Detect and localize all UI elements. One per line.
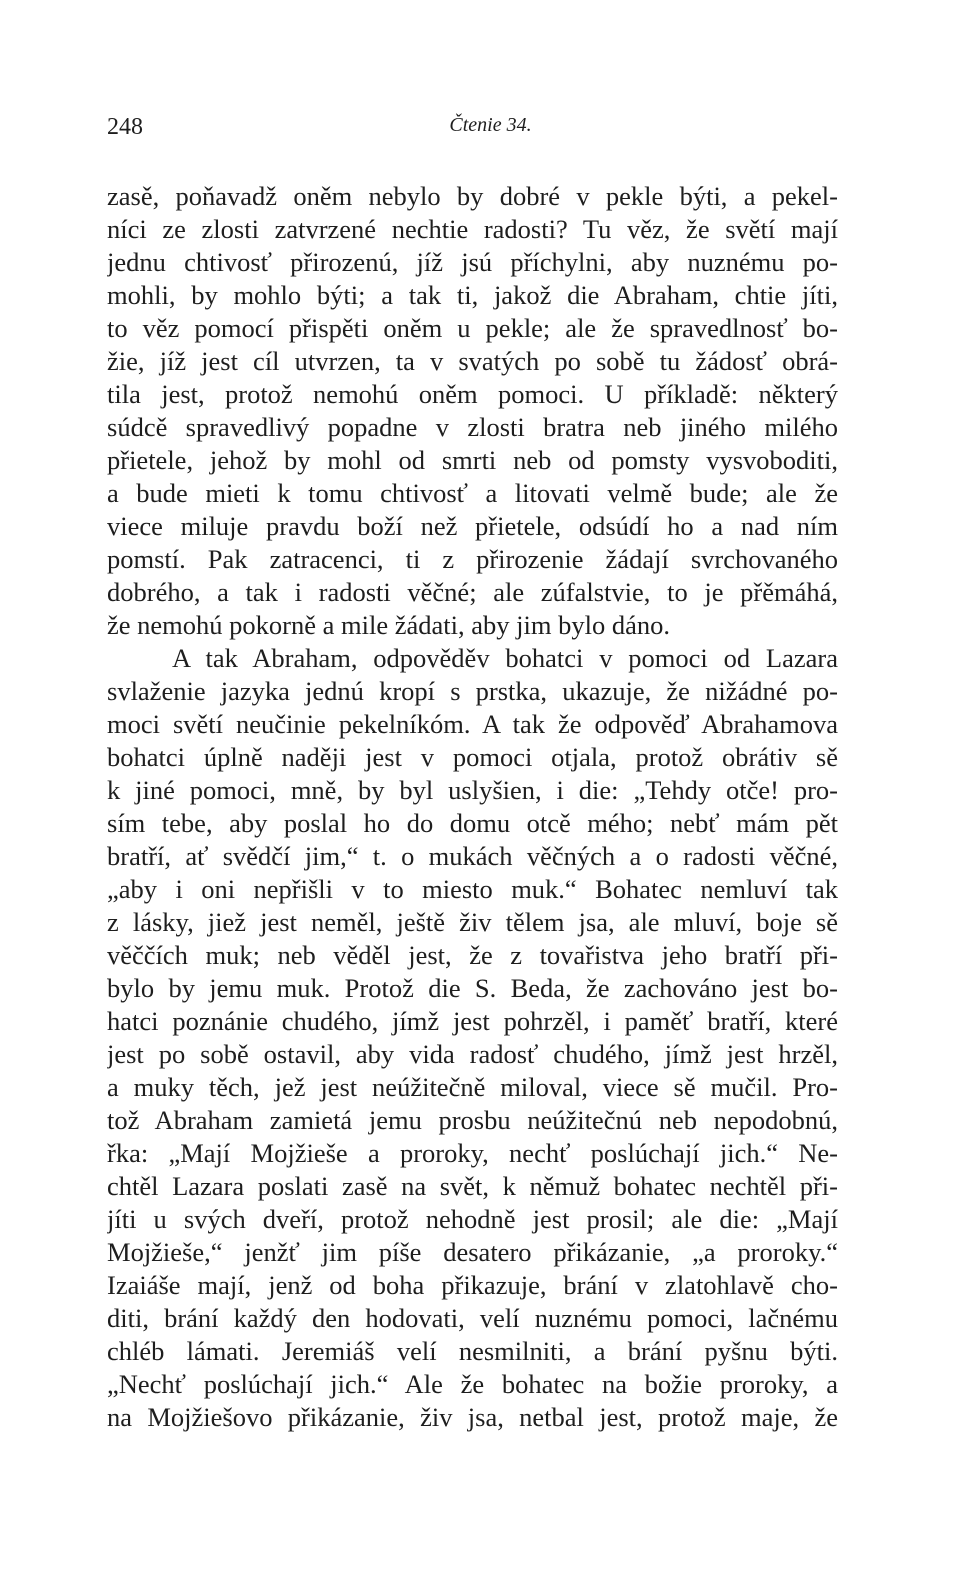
text-line: hatci poznánie chudého, jímž jest pohrzěl, i paměť bratří, které [107,1006,838,1036]
text-line: mohli, by mohlo býti; a tak ti, jakož die Abraham, chtie jíti, [107,280,838,310]
page-header [107,112,838,142]
text-line: Izaiáše mají, jenž od boha přikazuje, brání v zlatohlavě cho- [107,1270,838,1300]
text-line: a muky těch, jež jest neúžitečně miloval, viece sě mučil. Pro- [107,1072,838,1102]
text-line: dobrého, a tak i radosti věčné; ale zúfalstvie, to je přěmáhá, [107,577,838,607]
text-line: a bude mieti k tomu chtivosť a litovati velmě bude; ale že [107,478,838,508]
text-line: bratří, ať svědčí jim,“ t. o mukách věčných a o radosti věčné, [107,841,838,871]
text-line: na Mojžiešovo přikázanie, živ jsa, netbal jest, protož maje, že [107,1402,838,1432]
text-line: zasě, poňavadž oněm nebylo by dobré v pekle býti, a pekel- [107,181,838,211]
text-line: chléb lámati. Jeremiáš velí nesmilniti, a brání pyšnu býti. [107,1336,838,1366]
text-line: tila jest, protož nemohú oněm pomoci. U příkladě: některý [107,379,838,409]
text-line: jest po sobě ostavil, aby vida radosť chudého, jímž jest hrzěl, [107,1039,838,1069]
text-line: pomstí. Pak zatracenci, ti z přirozenie žádají svrchovaného [107,544,838,574]
text-line: věččích muk; neb věděl jest, že z tovařistva jeho bratří při- [107,940,838,970]
text-line: z lásky, jiež jest neměl, ještě živ tělem jsa, ale mluví, boje sě [107,907,838,937]
page-number: 248 [107,114,143,140]
body-text [107,180,838,1434]
text-line: svlaženie jazyka jednú kropí s prstka, ukazuje, že nižádné po- [107,676,838,706]
text-line: chtěl Lazara poslati zasě na svět, k němuž bohatec nechtěl při- [107,1171,838,1201]
text-line: tož Abraham zamietá jemu prosbu neúžitečnú neb nepodobnú, [107,1105,838,1135]
text-line: bohatci úplně naději jest v pomoci otjala, protož obrátiv sě [107,742,838,772]
text-line: níci ze zlosti zatvrzené nechtie radosti? Tu věz, že světí mají [107,214,838,244]
text-line: k jiné pomoci, mně, by byl uslyšien, i die: „Tehdy otče! pro- [107,775,838,805]
text-line: súdcě spravedlivý popadne v zlosti bratra neb jiného milého [107,412,838,442]
text-line: že nemohú pokorně a mile žádati, aby jim bylo dáno. [107,610,670,640]
text-line: sím tebe, aby poslal ho do domu otcě mého; nebť mám pět [107,808,838,838]
text-line: jíti u svých dveří, protož nehodně jest prosil; ale die: „Mají [107,1204,838,1234]
text-line: „Nechť poslúchají jich.“ Ale že bohatec na božie proroky, a [107,1369,838,1399]
text-line: řka: „Mají Mojžieše a proroky, nechť poslúchají jich.“ Ne- [107,1138,838,1168]
text-line: moci světí neučinie pekelníkóm. A tak že odpověď Abrahamova [107,709,838,739]
text-line: viece miluje pravdu boží než přietele, odsúdí ho a nad ním [107,511,838,541]
text-line: A tak Abraham, odpověděv bohatci v pomoci od Lazara [172,643,838,673]
text-line: jednu chtivosť přirozenú, jíž jsú příchylni, aby nuznému po- [107,247,838,277]
running-title: Čtenie 34. [449,114,532,136]
text-line: to věz pomocí přispěti oněm u pekle; ale že spravedlnosť bo- [107,313,838,343]
text-line: žie, jíž jest cíl utvrzen, ta v svatých po sobě tu žádosť obrá- [107,346,838,376]
text-line: přietele, jehož by mohl od smrti neb od pomsty vysvoboditi, [107,445,838,475]
text-line: diti, brání každý den hodovati, velí nuznému pomoci, lačnému [107,1303,838,1333]
text-line: „aby i oni nepřišli v to miesto muk.“ Bohatec nemluví tak [107,874,838,904]
text-line: bylo by jemu muk. Protož die S. Beda, že zachováno jest bo- [107,973,838,1003]
text-line: Mojžieše,“ jenžť jim píše desatero přikázanie, „a proroky.“ [107,1237,838,1267]
